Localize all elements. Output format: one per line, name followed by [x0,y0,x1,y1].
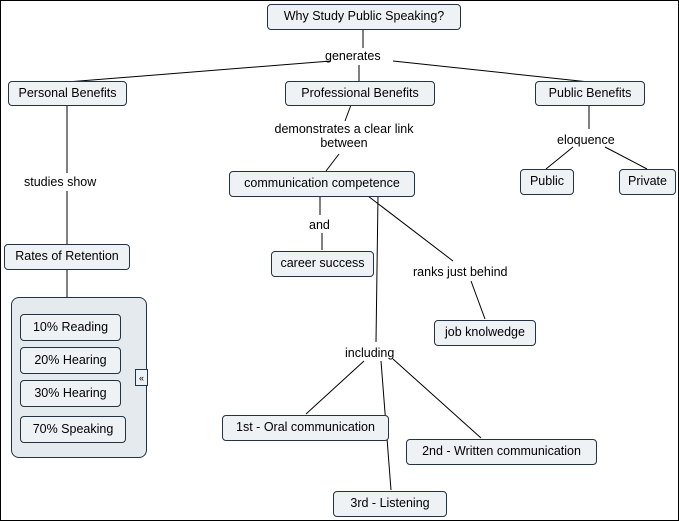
node-label: 20% Hearing [34,352,107,367]
node-label: Public Benefits [548,85,632,100]
collapse-handle[interactable]: « [135,369,148,386]
node-30-percent-hearing[interactable] [20,380,121,407]
node-rates-of-retention[interactable] [4,244,130,270]
link-label-generates: generates [325,49,381,63]
node-public[interactable] [520,169,574,195]
node-career-success[interactable] [271,251,374,277]
node-label: 1st - Oral communication [236,420,375,435]
node-label: career success [280,256,365,271]
node-public-benefits[interactable] [535,81,645,106]
node-label: 70% Speaking [32,421,114,436]
node-why-study-public-speaking[interactable] [267,4,461,30]
node-label: Rates of Retention [15,249,119,264]
node-professional-benefits[interactable] [285,81,435,106]
link-label-ranks-just-behind: ranks just behind [413,265,508,279]
link-label-studies-show: studies show [24,175,97,189]
node-label: job knolwedge [445,325,525,340]
node-label: Personal Benefits [18,85,117,100]
node-label: Why Study Public Speaking? [283,9,445,24]
node-label: 10% Reading [32,319,109,334]
node-10-percent-reading[interactable] [20,314,121,341]
node-communication-competence[interactable] [229,171,415,197]
node-label: 3rd - Listening [350,496,430,511]
node-personal-benefits[interactable] [8,81,127,106]
link-label-and: and [309,218,330,232]
node-label: Professional Benefits [301,85,419,100]
node-private[interactable] [619,169,676,195]
node-2nd-written-communication[interactable] [406,439,597,465]
link-label-demonstrates-a-clear-link-between: demonstrates a clear link between [274,122,414,151]
node-20-percent-hearing[interactable] [20,347,121,374]
node-3rd-listening[interactable] [333,491,447,517]
node-job-knowledge[interactable] [434,320,536,346]
node-label: Public [529,174,565,189]
node-label: 30% Hearing [34,385,107,400]
node-1st-oral-communication[interactable] [222,415,389,441]
node-label: communication competence [244,176,400,191]
node-label: Private [628,174,667,189]
node-70-percent-speaking[interactable] [20,416,126,443]
link-label-including: including [345,346,395,360]
link-label-eloquence: eloquence [557,133,615,147]
node-label: 2nd - Written communication [422,444,581,459]
